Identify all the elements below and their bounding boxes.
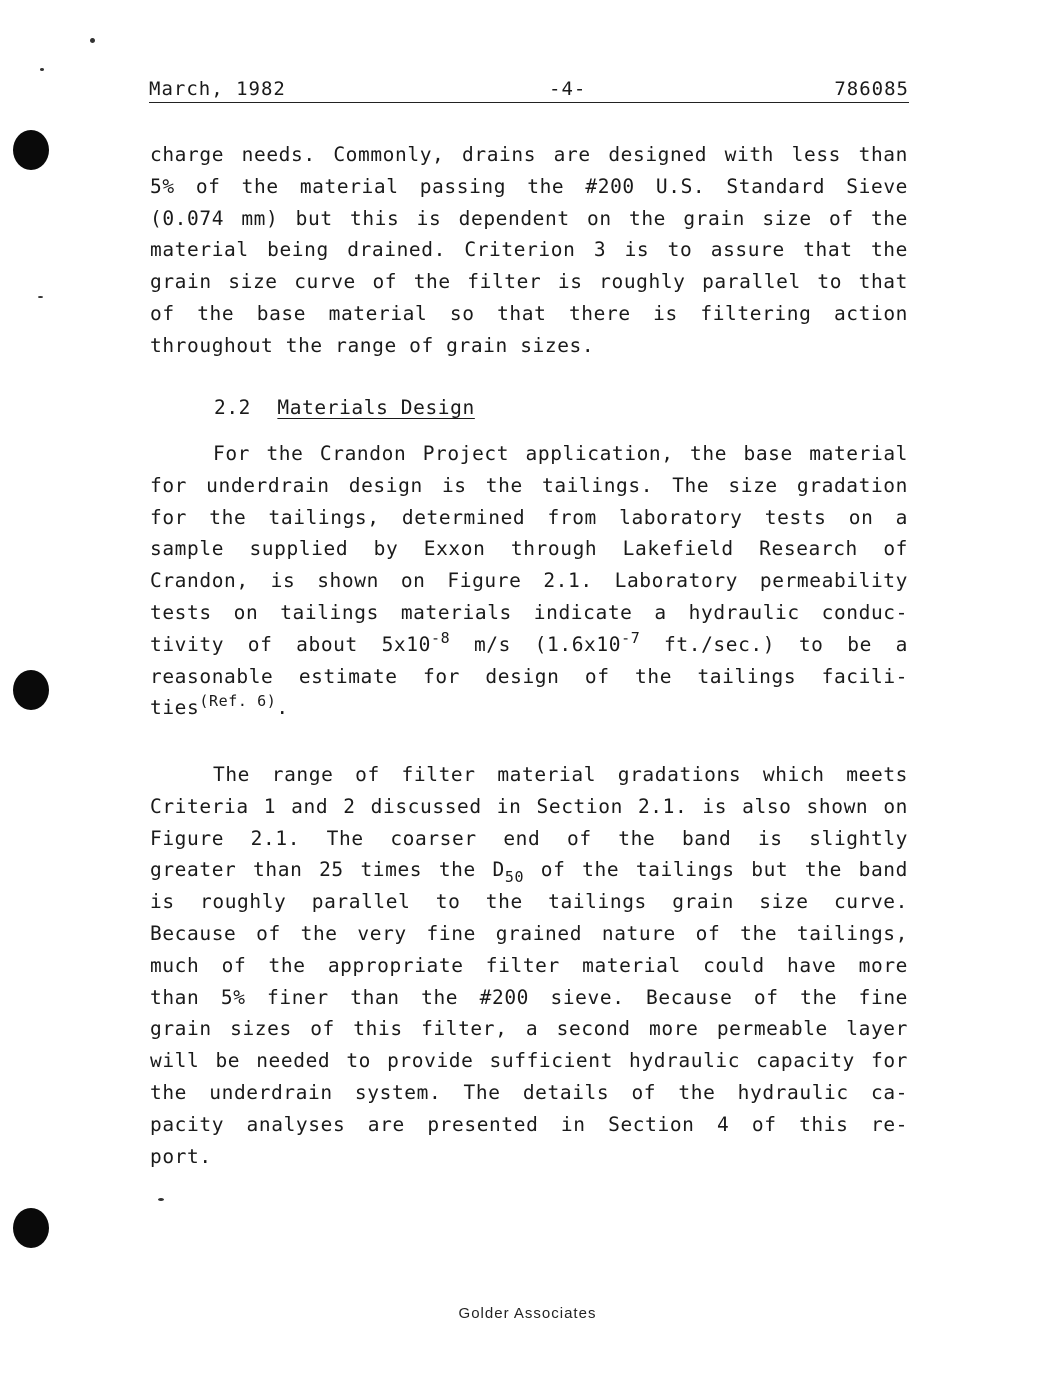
page-footer-company: Golder Associates [458,1305,597,1322]
page-header [149,78,909,103]
text-line: is roughly parallel to the tailings grain size curve. [150,890,908,914]
text-line: much of the appropriate filter material could have more [150,953,908,977]
page-number: -4- [549,78,587,100]
text-line: of the base material so that there is filtering action [150,301,908,325]
text-line: 5% of the material passing the #200 U.S. Standard Sieve [150,174,908,198]
exponent: -8 [430,628,451,647]
section-number: 2.2 [214,396,252,419]
text-line: grain sizes of this filter, a second more permeable layer [150,1017,908,1041]
text-line: charge needs. Commonly, drains are designed with less than [150,143,908,166]
text-line: the underdrain system. The details of the hydraulic ca- [150,1080,908,1104]
text-line: grain size curve of the filter is roughly parallel to that [150,270,908,294]
binder-hole-middle [13,670,49,710]
text-line-conductivity: tivity of about $5x10^{-8}$ m/s ($1.6x10^{-7}$ ft./sec.) to be a [150,628,908,656]
text-line: reasonable estimate for design of the tailings facili- [150,664,908,688]
scan-speck [90,38,95,43]
paragraph-filter-gradations [150,759,908,1172]
binder-hole-bottom [13,1208,49,1248]
text-line-d50: greater than 25 times the $D_{50}$ of the tailings but the band [150,858,908,887]
header-date: March, 1982 [149,78,286,100]
binder-hole-top [13,130,49,170]
text-line: material being drained. Criterion 3 is to assure that the [150,238,908,262]
text-line: throughout the range of grain sizes. [150,333,595,357]
text-line: The range of filter material gradations which meets [213,763,908,786]
text-line: for underdrain design is the tailings. The size gradation [150,473,908,497]
text-line: sample supplied by Exxon through Lakefield Research of [150,537,908,561]
document-number: 786085 [834,78,909,100]
text-line: (0.074 mm) but this is dependent on the grain size of the [150,206,908,230]
scan-speck [158,1198,164,1201]
paragraph-filter-criteria [150,139,908,362]
scan-speck [40,68,44,71]
text-line: than 5% finer than the #200 sieve. Because of the fine [150,985,908,1009]
paragraph-materials-design [150,438,908,724]
text-line: Because of the very fine grained nature of the tailings, [150,921,908,945]
text-line: Figure 2.1. The coarser end of the band is slightly [150,826,908,850]
exponent: -7 [621,628,641,647]
text-line-reference: ties$^{(Ref. 6)}$. [150,692,289,720]
text-line: For the Crandon Project application, the base material [213,442,908,465]
section-title: Materials Design [277,396,475,419]
text-line: for the tailings, determined from laboratory tests on a [150,505,908,529]
reference-citation: (Ref. 6) [199,692,277,711]
text-line: pacity analyses are presented in Section 4 of this re- [150,1112,908,1136]
text-line: Criteria 1 and 2 discussed in Section 2.1. is also shown on [150,794,908,818]
text-line: tests on tailings materials indicate a hydraulic conduc- [150,600,908,624]
subscript: 50 [504,868,525,887]
text-line: Crandon, is shown on Figure 2.1. Laboratory permeability [150,569,908,593]
text-line: will be needed to provide sufficient hydraulic capacity for [150,1049,908,1073]
section-heading [214,396,475,419]
text-line: port. [150,1144,212,1168]
scan-speck [38,296,43,298]
